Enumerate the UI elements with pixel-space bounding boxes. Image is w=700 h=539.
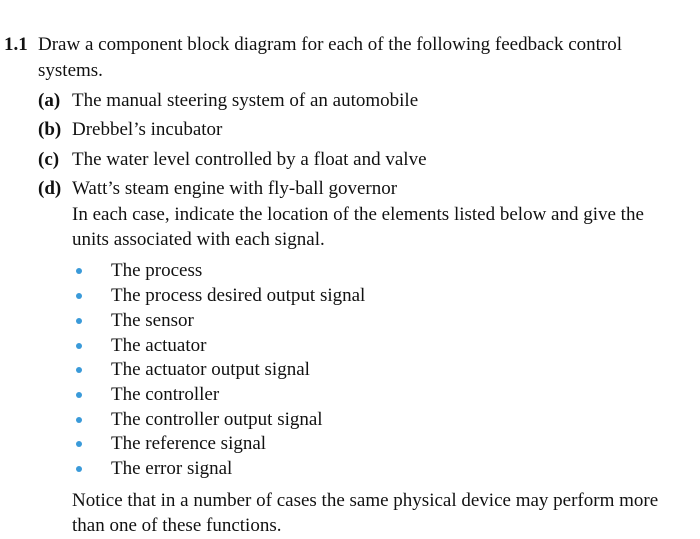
part-a-text: The manual steering system of an automobile xyxy=(72,90,419,111)
problem-statement-line1: Draw a component block diagram for each of the following feedback control xyxy=(38,34,623,55)
problem-statement-line2: systems. xyxy=(38,60,103,81)
bullet-icon xyxy=(76,466,82,472)
list-item: The actuator xyxy=(111,335,207,356)
instruction-line1: In each case, indicate the location of the elements listed below and give the xyxy=(72,204,644,225)
list-item: The controller xyxy=(111,384,220,405)
part-c-label: (c) xyxy=(38,149,60,170)
bullet-icon xyxy=(76,392,82,398)
bullet-icon xyxy=(76,318,82,324)
bullet-icon xyxy=(76,417,82,423)
list-item: The controller output signal xyxy=(111,409,323,430)
list-item: The process desired output signal xyxy=(111,285,366,306)
part-c-text: The water level controlled by a float and valve xyxy=(72,149,427,170)
list-item: The error signal xyxy=(111,458,233,479)
list-item: The sensor xyxy=(111,310,194,331)
bullet-icon xyxy=(76,268,82,274)
problem-number: 1.1 xyxy=(4,34,28,55)
note-line1: Notice that in a number of cases the same physical device may perform more xyxy=(72,490,659,511)
list-item: The reference signal xyxy=(111,433,267,454)
part-d-label: (d) xyxy=(38,178,62,199)
list-item: The actuator output signal xyxy=(111,359,310,380)
bullet-icon xyxy=(76,367,82,373)
bullet-icon xyxy=(76,343,82,349)
part-b-label: (b) xyxy=(38,119,62,140)
bullet-icon xyxy=(76,293,82,299)
list-item: The process xyxy=(111,260,203,281)
part-b-text: Drebbel’s incubator xyxy=(72,119,223,140)
note-line2: than one of these functions. xyxy=(72,515,282,536)
part-a-label: (a) xyxy=(38,90,61,111)
bullet-icon xyxy=(76,441,82,447)
instruction-line2: units associated with each signal. xyxy=(72,229,325,250)
part-d-text: Watt’s steam engine with fly-ball governor xyxy=(72,178,398,199)
